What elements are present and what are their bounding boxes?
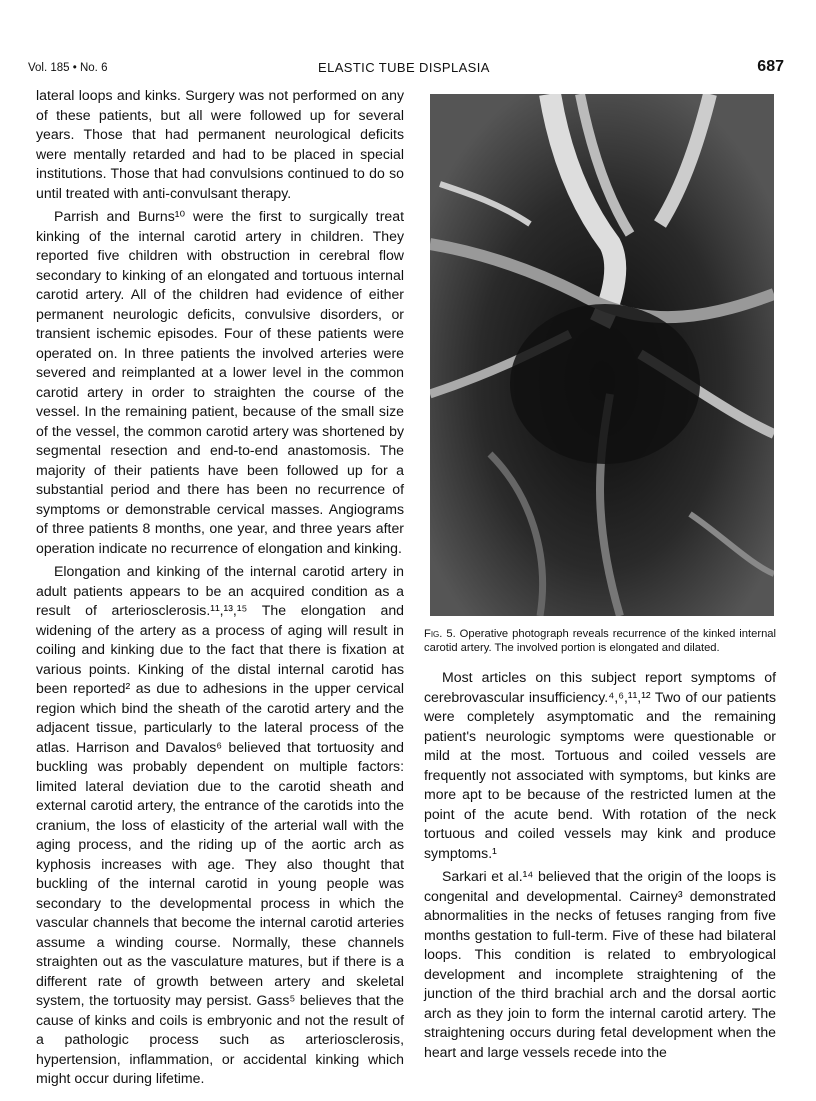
paragraph: Parrish and Burns¹⁰ were the first to surgically treat kinking of the internal carotid artery in children. They reported five children with obstruction in cerebral flow secondary to kinking of an elongated and tortuous internal carotid artery. All of the children had evidence of either permanent neurologic deficits, convulsive disorders, or transient ischemic episodes. Four of these patients were operated on. In three patients the involved arteries were severed and reimplanted at a lower level in the common carotid artery in order to straighten the course of the vessel. In the remaining patient, because of the small size of the vessel, the common carotid artery was shortened by segmental resection and end-to-end anastomosis. The majority of their patients have been followed up for a substantial period and there has been no recurrence of symptoms or demonstrable cervical masses. Angiograms of three patients 8 months, one year, and three years after operation indicate no recurrence of elongation and kinking. — [36, 208, 404, 556]
operative-photograph — [430, 94, 774, 616]
running-header — [28, 58, 788, 80]
paragraph: lateral loops and kinks. Surgery was not performed on any of these patients, but all were followed up for several years. Those that had permanent neurological deficits were mentally retarded and had to be placed in special institutions. Those that had convulsions continued to do so until treated with anti-convulsant therapy. — [36, 87, 404, 201]
figure-caption — [424, 628, 776, 655]
left-column — [36, 86, 404, 1093]
caption-label: Fig. 5. — [424, 628, 456, 640]
page-number: 687 — [757, 58, 784, 75]
paragraph: Elongation and kinking of the internal carotid artery in adult patients appears to be an acquired condition as a result of arteriosclerosis.¹¹,¹³,¹⁵ The elongation and widening of the artery as a process of aging will result in coiling and kinking due to the fact that there is fixation at various points. Kinking of the distal internal carotid has been reported² as due to adhesions in the upper cervical region which bind the sheath of the carotid artery and the adjacent tissue, particularly to the lateral process of the atlas. Harrison and Davalos⁶ believed that tortuosity and buckling was probably dependent on multiple factors: limited lateral deviation due to the carotid sheath and external carotid artery, the entrance of the carotids into the cranium, the loss of elasticity of the arterial wall with the aging process, and the riding up of the aortic arch as kyphosis increases with age. They also thought that buckling of the internal carotid in young people was secondary to the developmental process in which the vascular channels that become the internal carotid arteries assume a winding course. Normally, these channels straighten out as the vasculature matures, but if there is a different rate of growth between artery and skeletal system, the tortuosity may persist. Gass⁵ believes that the cause of kinks and coils is embryonic and not the result of a pathologic process such as arteriosclerosis, hypertension, inflammation, or accidental kinking which might occur during lifetime. — [36, 563, 404, 1086]
paragraph: Sarkari et al.¹⁴ believed that the origin of the loops is congenital and developmental. Cairney³ demonstrated abnormalities in the necks of fetuses ranging from five months gestation to full-term. Five of these had bilateral loops. This condition is related to embryological development and incomplete straightening of the junction of the third brachial arch and the dorsal aortic arch as they join to form the internal carotid artery. The straightening occurs during fetal development when the heart and large vessels recede into the — [424, 868, 776, 1060]
right-column — [424, 668, 776, 1066]
volume-label: Vol. 185 • No. 6 — [28, 62, 108, 74]
paragraph: Most articles on this subject report symptoms of cerebrovascular insufficiency.⁴,⁶,¹¹,¹² Two of our patients were completely asymptomatic and the remaining patient's neurologic symptoms were questionable or mild at the most. Tortuous and coiled vessels are frequently not associated with symptoms, but kinks are more apt to be because of the restricted lumen at the point of the acute bend. With rotation of the neck tortuous and coiled vessels may kink and produce symptoms.¹ — [424, 669, 776, 861]
photograph-illustration — [430, 94, 774, 616]
caption-text: Operative photograph reveals recurrence of the kinked internal carotid artery. The involved portion is elongated and dilated. — [424, 628, 776, 654]
running-title: ELASTIC TUBE DISPLASIA — [318, 60, 490, 75]
